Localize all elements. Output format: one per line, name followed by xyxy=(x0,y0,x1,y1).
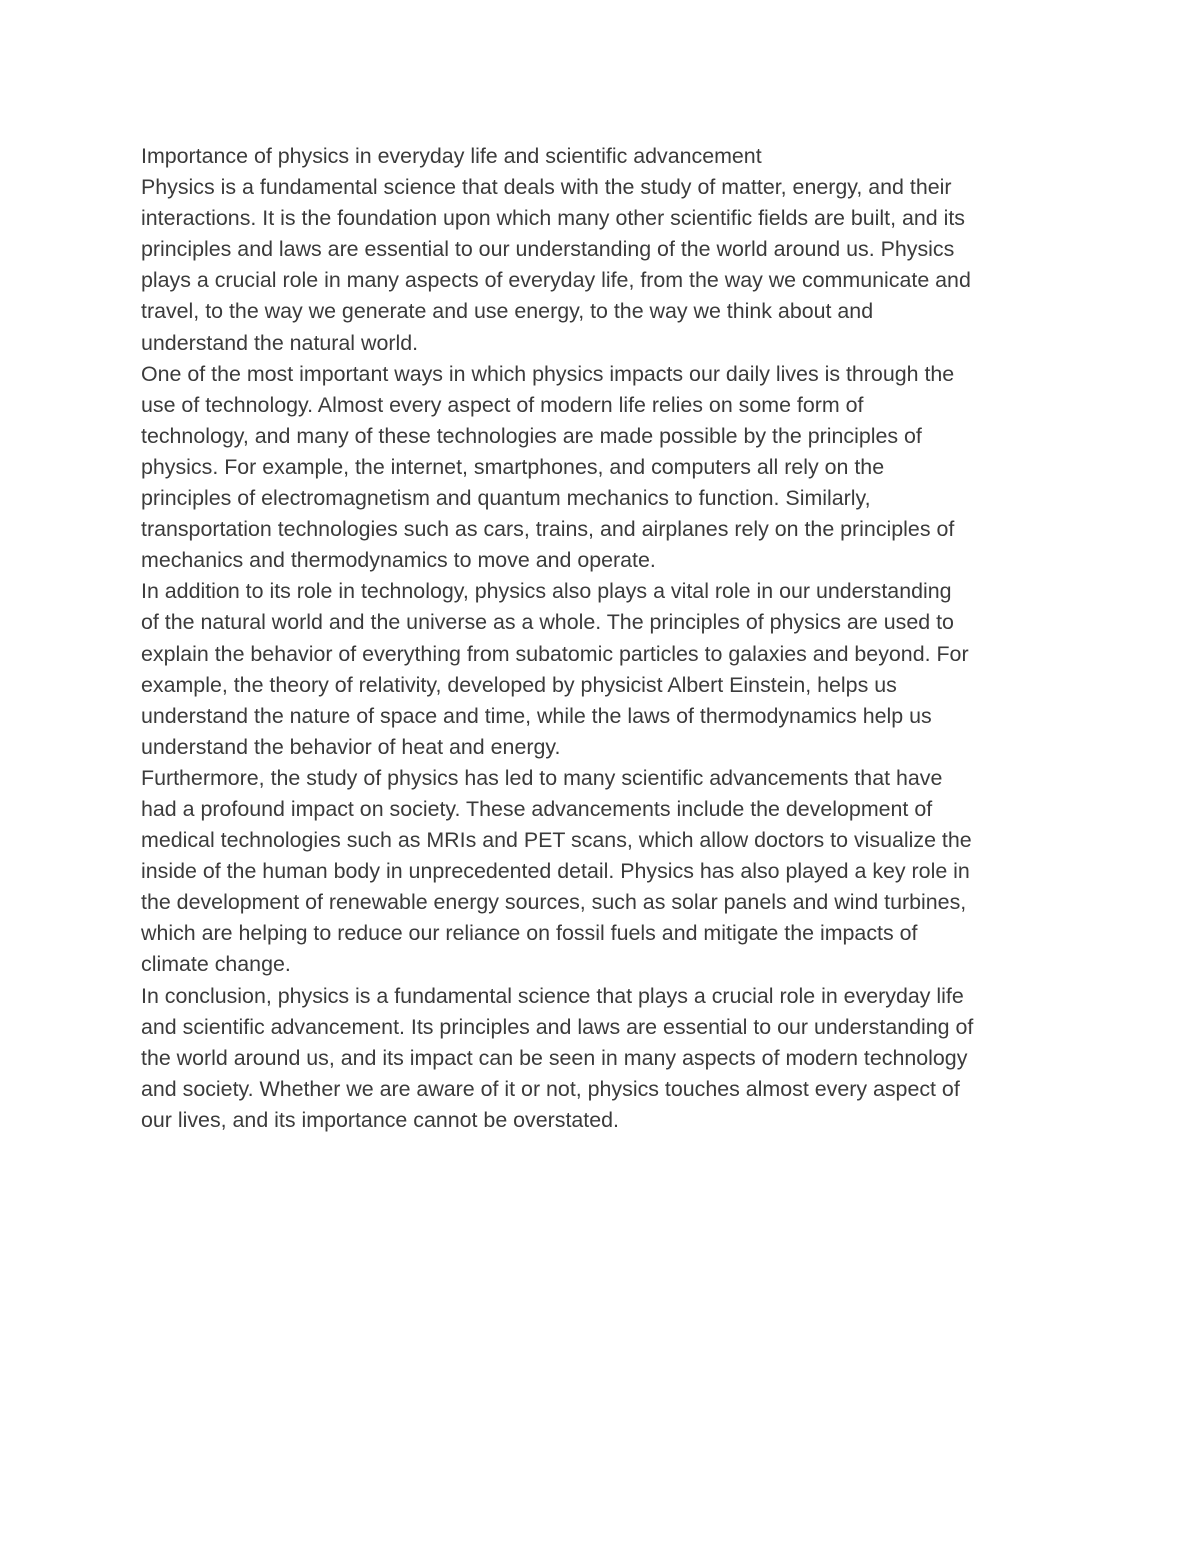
text-line: inside of the human body in unprecedented detail. Physics has also played a key role in xyxy=(141,859,970,884)
paragraph-4 xyxy=(141,763,1066,981)
text-line: understand the natural world. xyxy=(141,330,419,355)
title-line: Importance of physics in everyday life and scientific advancement xyxy=(141,144,762,168)
text-line: and society. Whether we are aware of it or not, physics touches almost every aspect of xyxy=(141,1076,960,1101)
text-line: of the natural world and the universe as a whole. The principles of physics are used to xyxy=(141,610,954,635)
text-line: principles and laws are essential to our understanding of the world around us. Physics xyxy=(141,237,955,262)
text-line: Furthermore, the study of physics has led to many scientific advancements that have xyxy=(141,765,943,790)
text-line: the world around us, and its impact can be seen in many aspects of modern technology xyxy=(141,1045,968,1070)
text-line: use of technology. Almost every aspect of modern life relies on some form of xyxy=(141,392,864,417)
text-line: technology, and many of these technologies are made possible by the principles of xyxy=(141,423,922,448)
paragraph-2 xyxy=(141,359,1066,577)
text-line: transportation technologies such as cars, trains, and airplanes rely on the principles of xyxy=(141,517,955,542)
text-line: our lives, and its importance cannot be overstated. xyxy=(141,1107,619,1132)
text-line: which are helping to reduce our reliance on fossil fuels and mitigate the impacts of xyxy=(141,921,918,946)
text-line: travel, to the way we generate and use energy, to the way we think about and xyxy=(141,299,874,324)
text-line: understand the nature of space and time, while the laws of thermodynamics help us xyxy=(141,703,932,728)
text-line: In conclusion, physics is a fundamental science that plays a crucial role in everyday life xyxy=(141,983,964,1008)
text-line: In addition to its role in technology, physics also plays a vital role in our understanding xyxy=(141,579,952,604)
paragraph-1 xyxy=(141,172,1066,359)
text-line: Physics is a fundamental science that deals with the study of matter, energy, and their xyxy=(141,175,952,200)
paragraph-5 xyxy=(141,981,1066,1136)
text-line: climate change. xyxy=(141,952,291,977)
text-line: and scientific advancement. Its principles and laws are essential to our understanding of xyxy=(141,1014,974,1039)
text-line: the development of renewable energy sources, such as solar panels and wind turbines, xyxy=(141,890,967,915)
text-line: physics. For example, the internet, smartphones, and computers all rely on the xyxy=(141,454,885,479)
text-line: medical technologies such as MRIs and PET scans, which allow doctors to visualize the xyxy=(141,828,972,853)
text-line: principles of electromagnetism and quantum mechanics to function. Similarly, xyxy=(141,486,871,511)
text-line: plays a crucial role in many aspects of everyday life, from the way we communicate and xyxy=(141,268,971,293)
document-body xyxy=(141,141,1066,1136)
text-line: interactions. It is the foundation upon which many other scientific fields are built, and its xyxy=(141,206,965,231)
text-line: explain the behavior of everything from subatomic particles to galaxies and beyond. For xyxy=(141,641,969,666)
paragraph-3 xyxy=(141,576,1066,763)
text-line: mechanics and thermodynamics to move and operate. xyxy=(141,548,656,573)
text-line: had a profound impact on society. These advancements include the development of xyxy=(141,796,933,821)
text-line: understand the behavior of heat and energy. xyxy=(141,734,561,759)
text-line: example, the theory of relativity, developed by physicist Albert Einstein, helps us xyxy=(141,672,897,697)
text-line: One of the most important ways in which physics impacts our daily lives is through the xyxy=(141,361,955,386)
document-title xyxy=(141,141,1066,172)
